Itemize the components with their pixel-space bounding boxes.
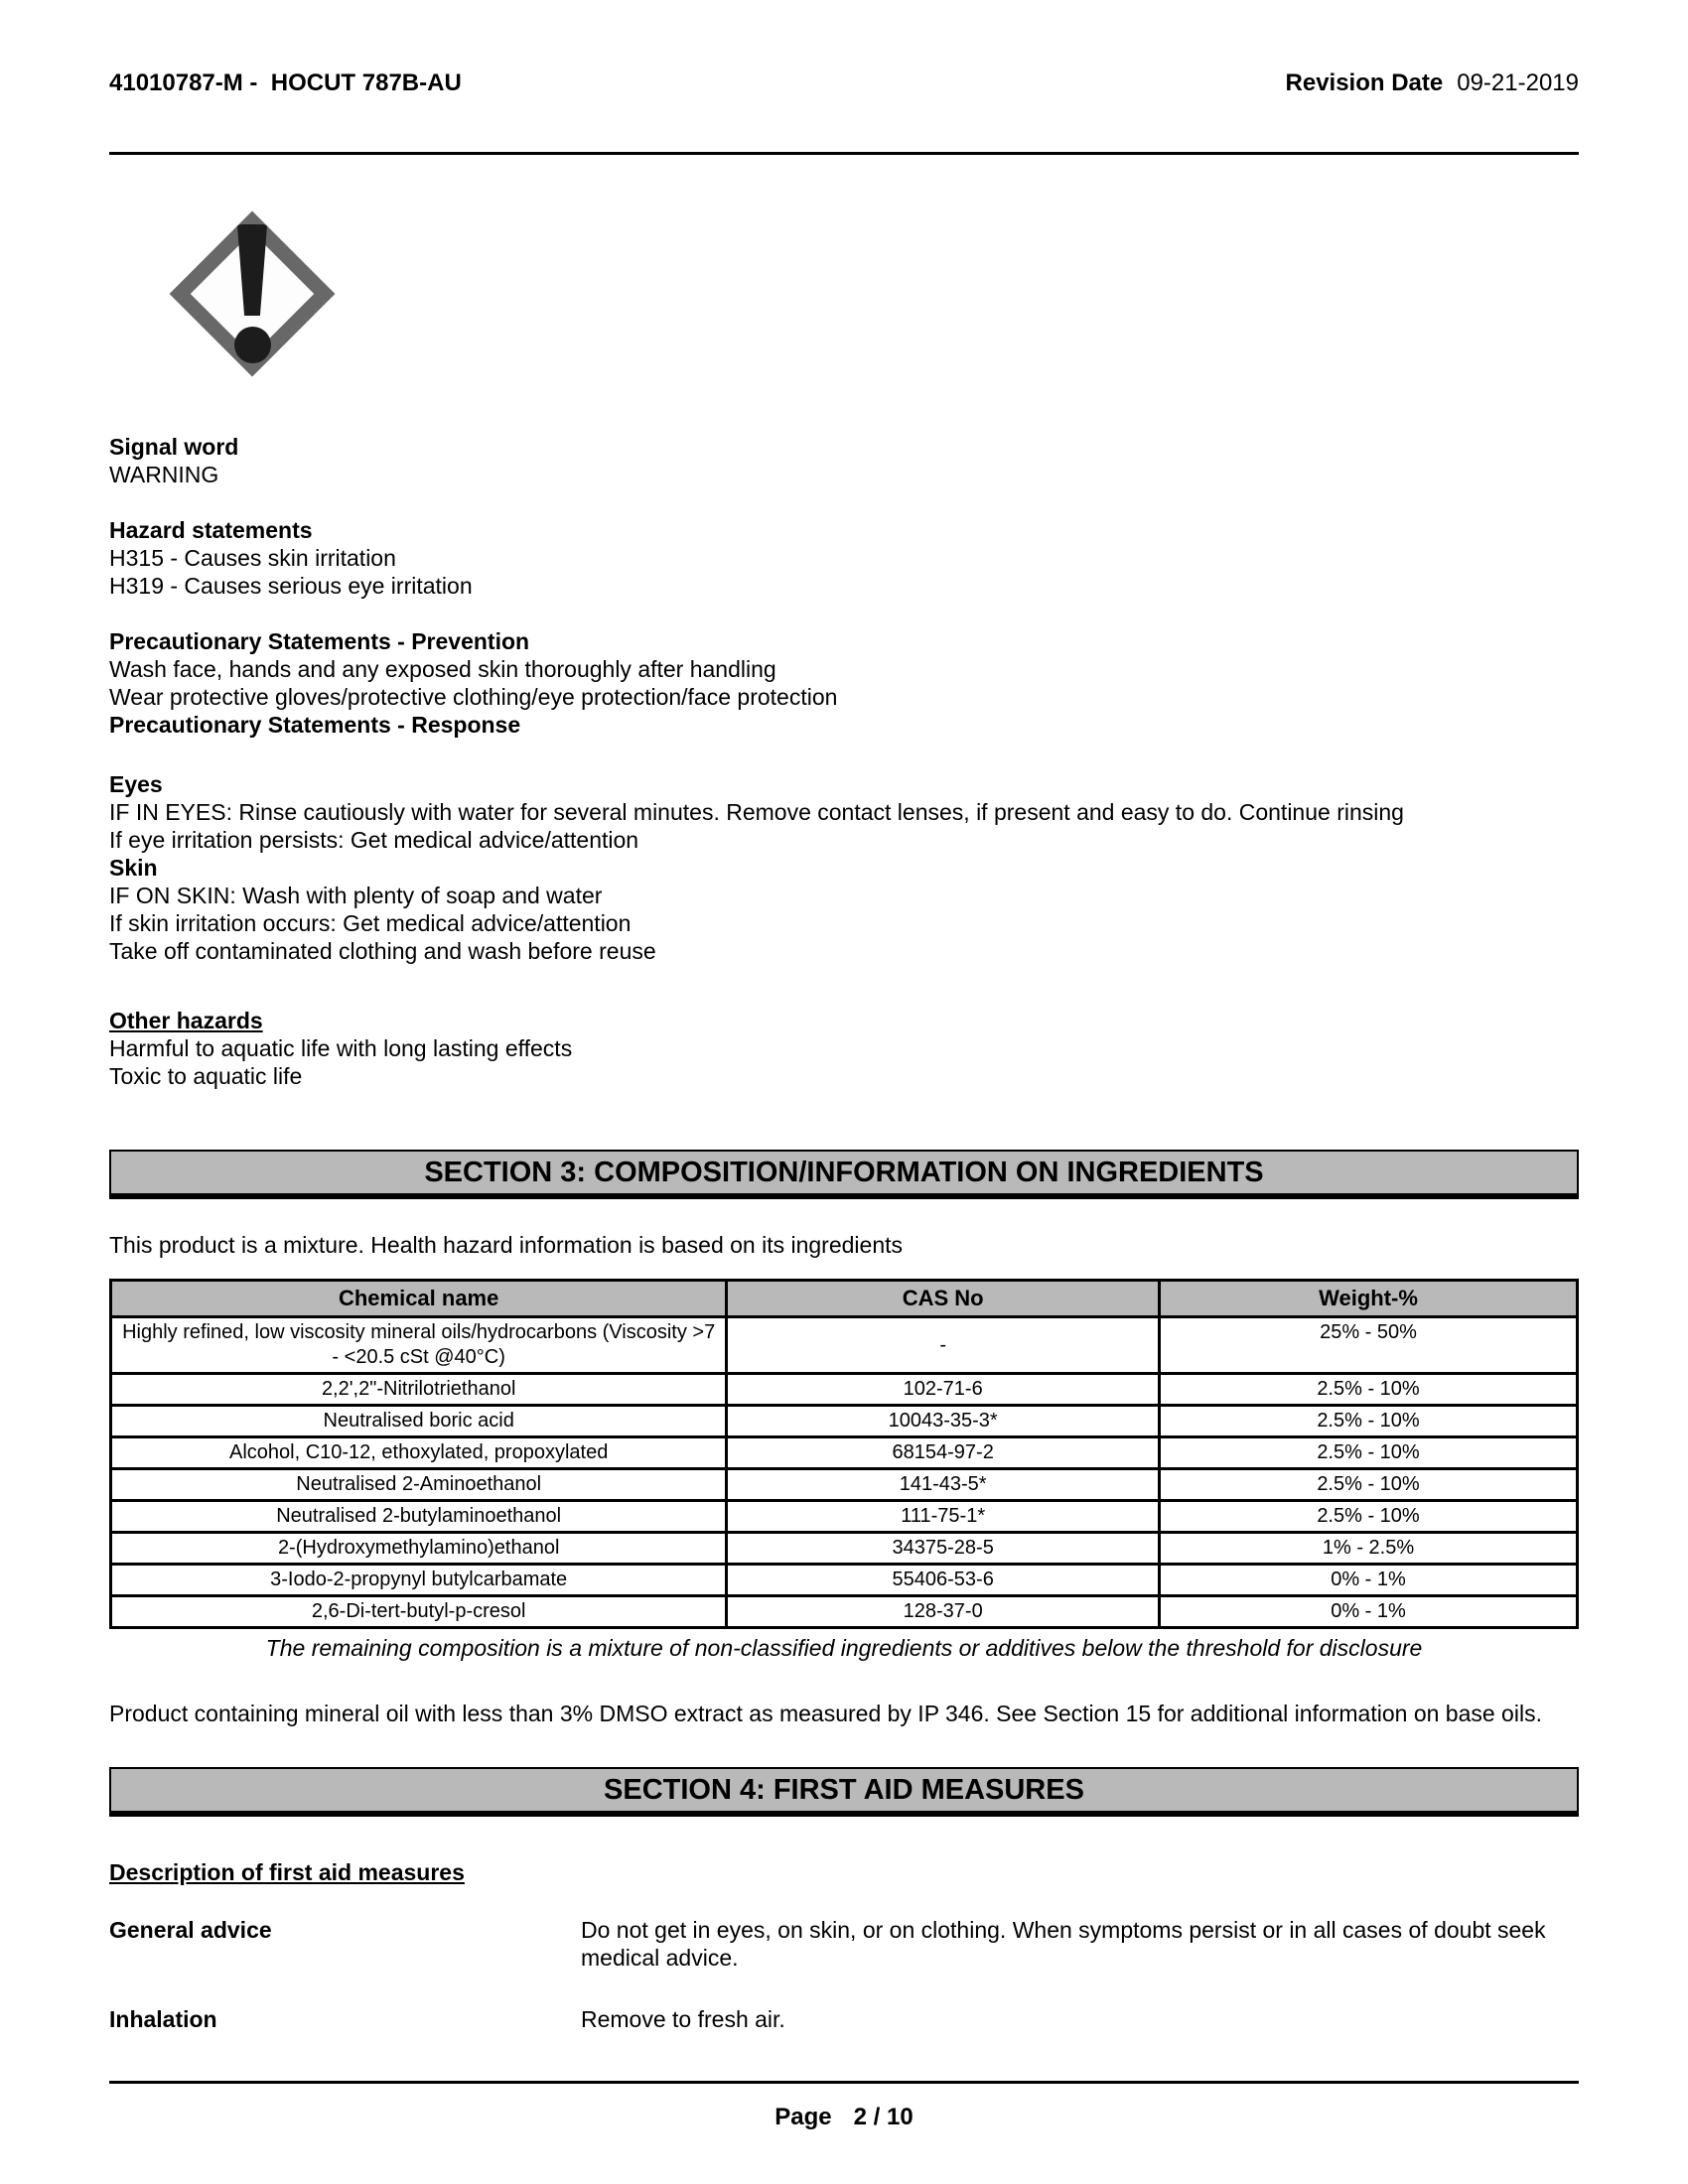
revision-date-value: 09-21-2019 xyxy=(1457,69,1579,96)
eyes-statement: If eye irritation persists: Get medical advice/attention xyxy=(109,827,639,853)
col-header-weight: Weight-% xyxy=(1160,1281,1578,1317)
precautionary-prevention-block xyxy=(109,627,1579,739)
section-4-banner: SECTION 4: FIRST AID MEASURES xyxy=(109,1767,1579,1817)
other-hazard: Harmful to aquatic life with long lasting effects xyxy=(109,1035,573,1061)
table-row: Neutralised 2-Aminoethanol 141-43-5* 2.5% - 10% xyxy=(111,1469,1578,1501)
first-aid-entry-text: Do not get in eyes, on skin, or on clothing. When symptoms persist or in all cases of doubt seek medical advice. xyxy=(581,1917,1546,1971)
prevention-statement: Wear protective gloves/protective clothing/eye protection/face protection xyxy=(109,684,838,710)
first-aid-entry-label: General advice xyxy=(109,1917,272,1943)
footer-divider xyxy=(109,2081,1579,2084)
other-hazards-block xyxy=(109,1007,1579,1090)
page-footer xyxy=(109,2104,1579,2131)
first-aid-entry-label: Inhalation xyxy=(109,2006,217,2032)
page-number-label: Page xyxy=(774,2104,832,2130)
skin-statement: IF ON SKIN: Wash with plenty of soap and water xyxy=(109,883,603,908)
first-aid-subheading: Description of first aid measures xyxy=(109,1859,465,1885)
signal-word-block xyxy=(109,433,1579,488)
eyes-label: Eyes xyxy=(109,771,163,797)
document-title: 41010787-M - HOCUT 787B-AU xyxy=(109,69,462,96)
skin-statement: Take off contaminated clothing and wash before reuse xyxy=(109,938,656,964)
section-3-intro: This product is a mixture. Health hazard information is based on its ingredients xyxy=(109,1232,904,1258)
composition-footnote: The remaining composition is a mixture of non-classified ingredients or additives below the threshold for disclosure xyxy=(265,1635,1423,1661)
page-number-value: 2 / 10 xyxy=(853,2104,914,2130)
first-aid-entry-text: Remove to fresh air. xyxy=(581,2006,785,2032)
exclamation-mark-icon xyxy=(147,224,357,363)
hazard-statement: H315 - Causes skin irritation xyxy=(109,545,396,571)
table-row: Highly refined, low viscosity mineral oils/hydrocarbons (Viscosity >7 - <20.5 cSt @40°C) - 25% - 50% xyxy=(111,1317,1578,1374)
table-row: Neutralised 2-butylaminoethanol 111-75-1* 2.5% - 10% xyxy=(111,1501,1578,1533)
table-row: 3-Iodo-2-propynyl butylcarbamate 55406-53-6 0% - 1% xyxy=(111,1565,1578,1596)
other-hazard: Toxic to aquatic life xyxy=(109,1063,303,1089)
first-aid-entry-inhalation xyxy=(109,2005,1579,2033)
col-header-chemical-name: Chemical name xyxy=(111,1281,727,1317)
col-header-cas-no: CAS No xyxy=(727,1281,1160,1317)
section-3-banner: SECTION 3: COMPOSITION/INFORMATION ON INGREDIENTS xyxy=(109,1150,1579,1199)
response-label: Precautionary Statements - Response xyxy=(109,712,521,738)
precautionary-response-block xyxy=(109,770,1579,965)
other-hazards-label: Other hazards xyxy=(109,1008,263,1033)
table-row: Neutralised boric acid 10043-35-3* 2.5% - 10% xyxy=(111,1406,1578,1437)
table-header-row xyxy=(111,1281,1578,1317)
ghs-exclamation-pictogram-icon xyxy=(147,189,357,399)
signal-word-value: WARNING xyxy=(109,462,219,487)
skin-label: Skin xyxy=(109,855,158,881)
prevention-statement: Wash face, hands and any exposed skin thoroughly after handling xyxy=(109,656,776,682)
table-row: 2,6-Di-tert-butyl-p-cresol 128-37-0 0% - 1% xyxy=(111,1596,1578,1628)
prevention-label: Precautionary Statements - Prevention xyxy=(109,628,530,654)
table-row: 2-(Hydroxymethylamino)ethanol 34375-28-5 1% - 2.5% xyxy=(111,1533,1578,1565)
composition-table xyxy=(109,1279,1579,1629)
signal-word-label: Signal word xyxy=(109,434,239,460)
skin-statement: If skin irritation occurs: Get medical advice/attention xyxy=(109,910,632,936)
first-aid-entry-general-advice xyxy=(109,1916,1579,1972)
revision-date xyxy=(1286,69,1579,97)
hazard-statement: H319 - Causes serious eye irritation xyxy=(109,573,473,599)
hazard-statements-block xyxy=(109,516,1579,600)
eyes-statement: IF IN EYES: Rinse cautiously with water for several minutes. Remove contact lenses, if present and easy to do. Continue rinsing xyxy=(109,799,1404,825)
hazard-statements-label: Hazard statements xyxy=(109,517,313,543)
page-header xyxy=(109,69,1579,97)
mineral-oil-note: Product containing mineral oil with less than 3% DMSO extract as measured by IP 346. See Section 15 for additional information on base oils. xyxy=(109,1701,1542,1726)
header-divider xyxy=(109,152,1579,155)
table-row: 2,2',2"-Nitrilotriethanol 102-71-6 2.5% - 10% xyxy=(111,1374,1578,1406)
table-row: Alcohol, C10-12, ethoxylated, propoxylated 68154-97-2 2.5% - 10% xyxy=(111,1437,1578,1469)
revision-date-label: Revision Date xyxy=(1285,69,1444,96)
